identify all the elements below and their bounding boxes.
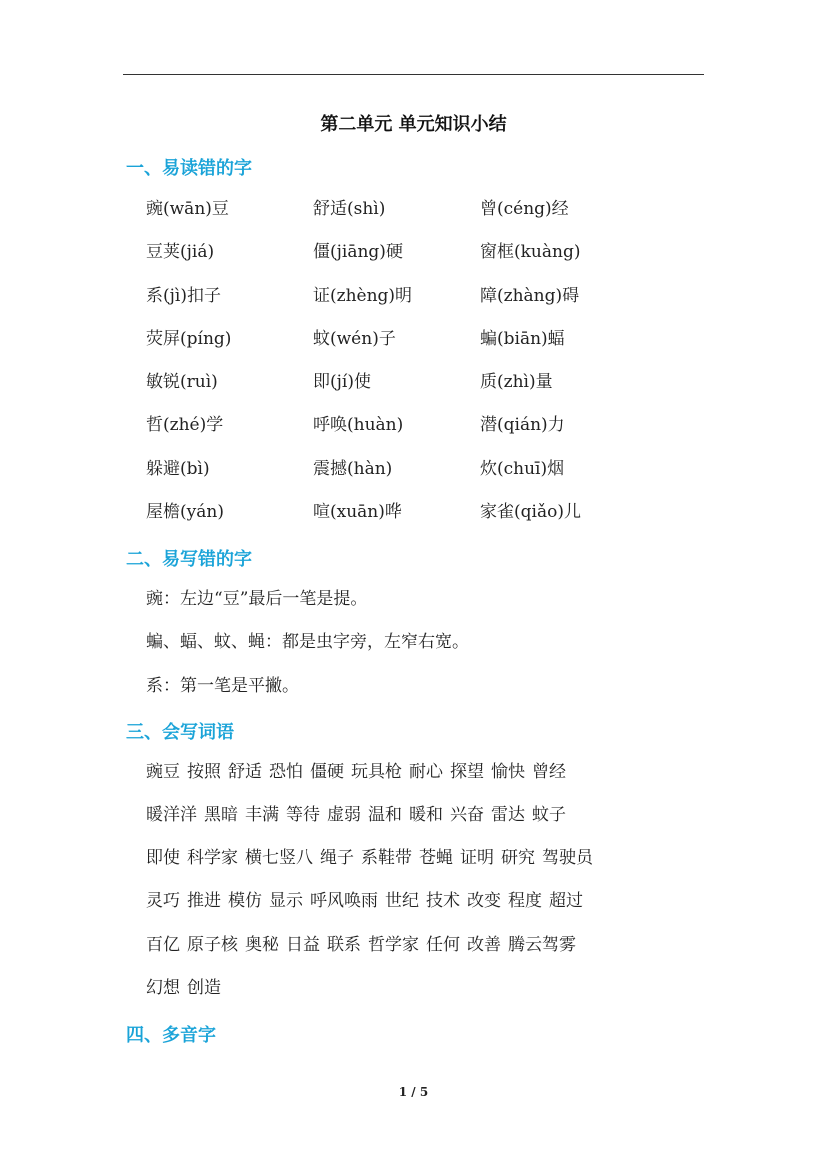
vocab-word: 日益 [286, 935, 320, 955]
vocab-word: 苍蝇 [419, 848, 453, 868]
vocab-word: 虚弱 [327, 805, 361, 825]
vocab-word: 模仿 [228, 891, 262, 911]
reading-item: 震撼(hàn) [313, 459, 393, 479]
header-rule [123, 74, 704, 75]
vocab-word: 绳子 [320, 848, 354, 868]
vocab-word: 呼风唤雨 [310, 891, 378, 911]
vocab-word: 兴奋 [450, 805, 484, 825]
writing-note: 豌：左边“豆”最后一笔是提。 [146, 589, 368, 609]
vocab-word: 证明 [460, 848, 494, 868]
page-title: 第二单元 单元知识小结 [320, 114, 507, 135]
reading-item: 潜(qián)力 [480, 415, 565, 435]
reading-item: 窗框(kuàng) [480, 242, 581, 262]
reading-item: 质(zhì)量 [480, 372, 553, 392]
reading-item: 障(zhàng)碍 [480, 286, 580, 306]
vocab-word: 奥秘 [245, 935, 279, 955]
vocab-line [146, 803, 573, 827]
vocab-word: 技术 [426, 891, 460, 911]
section-heading-vocabulary: 三、会写词语 [126, 722, 234, 743]
vocab-line [146, 846, 600, 870]
vocab-word: 世纪 [385, 891, 419, 911]
vocab-word: 愉快 [491, 762, 525, 782]
vocab-word: 哲学家 [368, 935, 419, 955]
vocab-word: 腾云驾雾 [508, 935, 576, 955]
vocab-word: 雷达 [491, 805, 525, 825]
vocab-word: 研究 [501, 848, 535, 868]
vocab-word: 耐心 [409, 762, 443, 782]
reading-row [146, 327, 746, 351]
reading-row [146, 197, 746, 221]
vocab-word: 驾驶员 [542, 848, 593, 868]
writing-note: 系：第一笔是平撇。 [146, 676, 299, 696]
reading-item: 即(jí)使 [313, 372, 371, 392]
reading-row [146, 457, 746, 481]
vocab-word: 按照 [187, 762, 221, 782]
vocab-line [146, 760, 573, 784]
vocab-word: 恐怕 [269, 762, 303, 782]
vocab-word: 横七竖八 [245, 848, 313, 868]
reading-item: 豆荚(jiá) [146, 242, 215, 262]
reading-row [146, 240, 746, 264]
reading-item: 豌(wān)豆 [146, 199, 229, 219]
vocab-word: 系鞋带 [361, 848, 412, 868]
reading-item: 蚊(wén)子 [313, 329, 396, 349]
vocab-word: 探望 [450, 762, 484, 782]
vocab-word: 僵硬 [310, 762, 344, 782]
reading-row [146, 370, 746, 394]
vocab-word: 黑暗 [204, 805, 238, 825]
vocab-word: 任何 [426, 935, 460, 955]
vocab-word: 丰满 [245, 805, 279, 825]
reading-item: 舒适(shì) [313, 199, 386, 219]
reading-item: 曾(céng)经 [480, 199, 569, 219]
reading-item: 哲(zhé)学 [146, 415, 224, 435]
vocab-word: 豌豆 [146, 762, 180, 782]
reading-item: 僵(jiāng)硬 [313, 242, 403, 262]
reading-item: 系(jì)扣子 [146, 286, 221, 306]
vocab-word: 曾经 [532, 762, 566, 782]
vocab-word: 玩具枪 [351, 762, 402, 782]
vocab-word: 百亿 [146, 935, 180, 955]
section-heading-polyphones: 四、多音字 [126, 1025, 216, 1046]
vocab-word: 暖和 [409, 805, 443, 825]
vocab-word: 超过 [549, 891, 583, 911]
vocab-word: 幻想 [146, 978, 180, 998]
vocab-word: 温和 [368, 805, 402, 825]
vocab-line [146, 889, 590, 913]
reading-row [146, 500, 746, 524]
vocab-word: 原子核 [187, 935, 238, 955]
section-heading-misread: 一、易读错的字 [126, 158, 252, 179]
reading-row [146, 284, 746, 308]
reading-item: 喧(xuān)哗 [313, 502, 402, 522]
vocab-word: 等待 [286, 805, 320, 825]
vocab-word: 联系 [327, 935, 361, 955]
vocab-word: 暖洋洋 [146, 805, 197, 825]
reading-row [146, 413, 746, 437]
reading-item: 荧屏(píng) [146, 329, 232, 349]
reading-item: 呼唤(huàn) [313, 415, 404, 435]
vocab-word: 显示 [269, 891, 303, 911]
writing-note: 蝙、蝠、蚊、蝇：都是虫字旁，左窄右宽。 [146, 632, 469, 652]
vocab-word: 灵巧 [146, 891, 180, 911]
vocab-word: 改变 [467, 891, 501, 911]
vocab-word: 创造 [187, 978, 221, 998]
vocab-word: 程度 [508, 891, 542, 911]
vocab-word: 蚊子 [532, 805, 566, 825]
vocab-word: 推进 [187, 891, 221, 911]
reading-item: 炊(chuī)烟 [480, 459, 565, 479]
vocab-line [146, 976, 228, 1000]
vocab-word: 即使 [146, 848, 180, 868]
vocab-word: 改善 [467, 935, 501, 955]
vocab-line [146, 933, 583, 957]
reading-item: 蝙(biān)蝠 [480, 329, 565, 349]
page-number: 1 / 5 [398, 1085, 429, 1099]
reading-item: 屋檐(yán) [146, 502, 224, 522]
vocab-word: 科学家 [187, 848, 238, 868]
vocab-word: 舒适 [228, 762, 262, 782]
reading-item: 敏锐(ruì) [146, 372, 218, 392]
section-heading-miswritten: 二、易写错的字 [126, 549, 252, 570]
reading-item: 躲避(bì) [146, 459, 210, 479]
reading-item: 家雀(qiǎo)儿 [480, 502, 581, 522]
reading-item: 证(zhèng)明 [313, 286, 413, 306]
